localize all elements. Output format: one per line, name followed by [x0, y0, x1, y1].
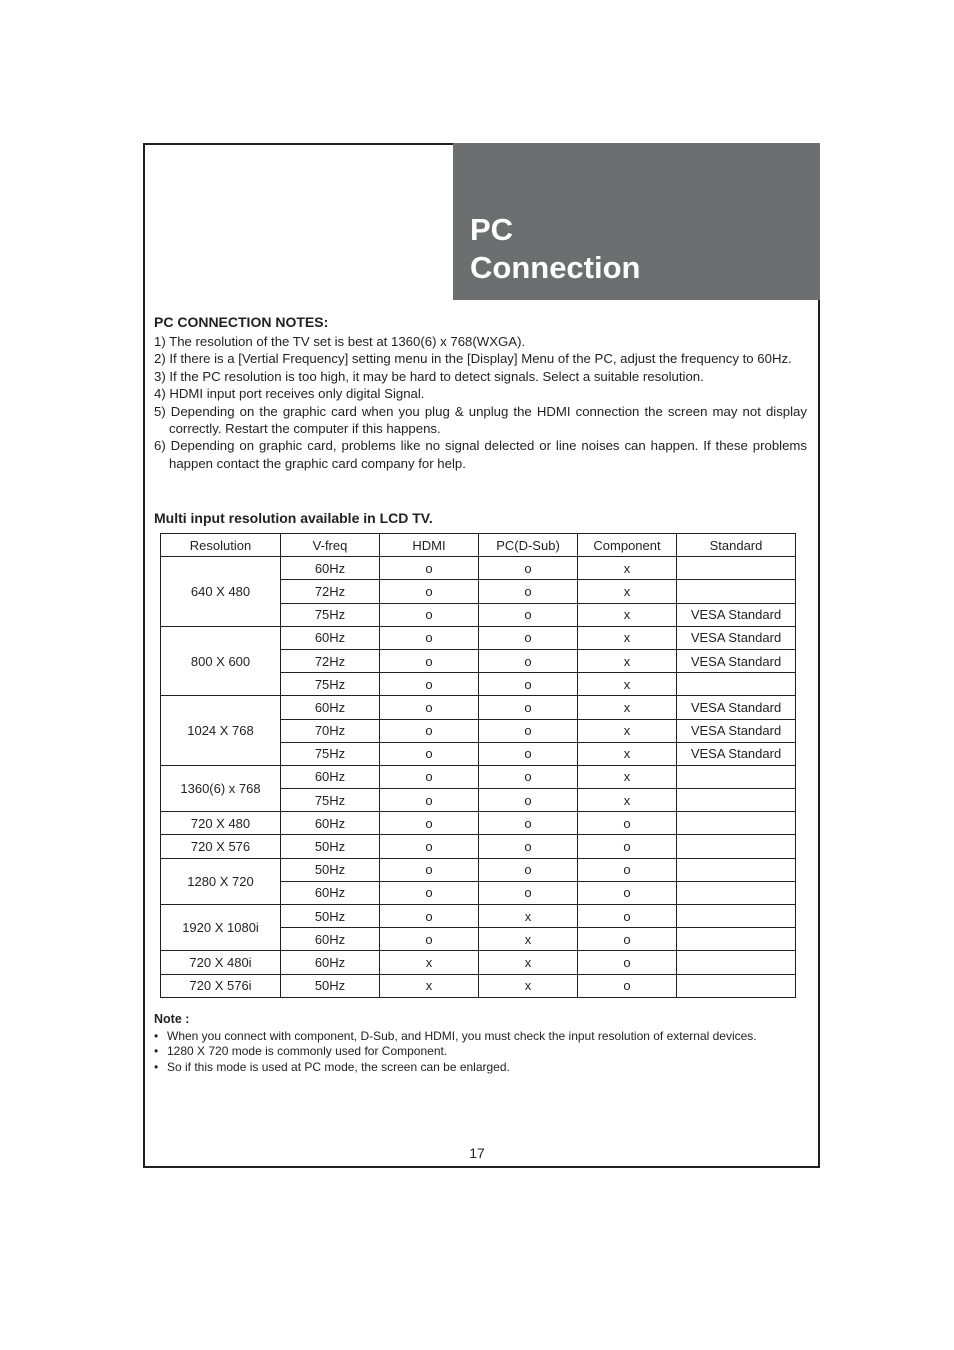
cell-hdmi: o [380, 928, 479, 951]
cell-vfreq: 50Hz [281, 974, 380, 997]
cell-standard: VESA Standard [677, 742, 796, 765]
notes-list [154, 333, 807, 472]
cell-resolution: 720 X 480i [161, 951, 281, 974]
cell-pc-dsub: o [479, 719, 578, 742]
table-row [161, 812, 796, 835]
cell-standard: VESA Standard [677, 696, 796, 719]
header-pc-dsub: PC(D-Sub) [479, 534, 578, 557]
cell-standard [677, 557, 796, 580]
cell-resolution: 1024 X 768 [161, 696, 281, 766]
cell-resolution: 640 X 480 [161, 557, 281, 627]
cell-component: o [578, 858, 677, 881]
note-bullet: • When you connect with component, D-Sub, and HDMI, you must check the input resolution of external devices. [154, 1029, 757, 1045]
cell-standard [677, 673, 796, 696]
note-bullet: • So if this mode is used at PC mode, the screen can be enlarged. [154, 1060, 757, 1076]
cell-hdmi: o [380, 858, 479, 881]
note-bullet: • 1280 X 720 mode is commonly used for Component. [154, 1044, 757, 1060]
cell-standard [677, 835, 796, 858]
cell-vfreq: 75Hz [281, 603, 380, 626]
cell-pc-dsub: o [479, 812, 578, 835]
cell-component: x [578, 557, 677, 580]
note-section [154, 1012, 757, 1075]
note-item: 1) The resolution of the TV set is best at 1360(6) x 768(WXGA). [154, 334, 526, 349]
header-hdmi: HDMI [380, 534, 479, 557]
cell-standard: VESA Standard [677, 649, 796, 672]
cell-vfreq: 50Hz [281, 858, 380, 881]
cell-resolution: 800 X 600 [161, 626, 281, 696]
cell-component: o [578, 835, 677, 858]
table-row [161, 626, 796, 649]
cell-component: o [578, 812, 677, 835]
cell-pc-dsub: o [479, 742, 578, 765]
cell-pc-dsub: o [479, 626, 578, 649]
cell-standard [677, 974, 796, 997]
cell-standard [677, 812, 796, 835]
cell-component: o [578, 928, 677, 951]
cell-pc-dsub: o [479, 789, 578, 812]
cell-component: o [578, 905, 677, 928]
cell-component: o [578, 974, 677, 997]
cell-vfreq: 60Hz [281, 765, 380, 788]
header-vfreq: V-freq [281, 534, 380, 557]
cell-vfreq: 60Hz [281, 696, 380, 719]
cell-vfreq: 70Hz [281, 719, 380, 742]
cell-resolution: 720 X 576i [161, 974, 281, 997]
cell-component: x [578, 696, 677, 719]
note-list [154, 1029, 757, 1076]
cell-hdmi: o [380, 765, 479, 788]
table-row [161, 974, 796, 997]
cell-pc-dsub: o [479, 580, 578, 603]
title-line-1: PC [470, 212, 514, 247]
cell-hdmi: o [380, 742, 479, 765]
cell-component: x [578, 580, 677, 603]
cell-component: x [578, 742, 677, 765]
table-row [161, 858, 796, 881]
cell-component: x [578, 789, 677, 812]
cell-vfreq: 60Hz [281, 928, 380, 951]
cell-pc-dsub: x [479, 974, 578, 997]
note-item: 4) HDMI input port receives only digital Signal. [154, 386, 425, 402]
cell-resolution: 1920 X 1080i [161, 905, 281, 951]
cell-component: x [578, 603, 677, 626]
cell-standard: VESA Standard [677, 626, 796, 649]
cell-hdmi: x [380, 974, 479, 997]
cell-hdmi: o [380, 881, 479, 904]
cell-hdmi: x [380, 951, 479, 974]
cell-vfreq: 60Hz [281, 557, 380, 580]
cell-component: o [578, 951, 677, 974]
cell-resolution: 720 X 576 [161, 835, 281, 858]
cell-component: x [578, 649, 677, 672]
cell-vfreq: 50Hz [281, 905, 380, 928]
cell-resolution: 1360(6) x 768 [161, 765, 281, 811]
notes-heading: PC CONNECTION NOTES: [154, 314, 329, 330]
cell-hdmi: o [380, 626, 479, 649]
cell-standard [677, 928, 796, 951]
pc-connection-notes [154, 313, 807, 472]
cell-component: x [578, 765, 677, 788]
cell-standard [677, 789, 796, 812]
cell-resolution: 1280 X 720 [161, 858, 281, 904]
cell-vfreq: 50Hz [281, 835, 380, 858]
cell-pc-dsub: o [479, 858, 578, 881]
cell-pc-dsub: o [479, 881, 578, 904]
cell-pc-dsub: o [479, 673, 578, 696]
note-item: 2) If there is a [Vertial Frequency] setting menu in the [Display] Menu of the PC, adjust the frequency to 60Hz. [154, 351, 792, 367]
cell-pc-dsub: o [479, 765, 578, 788]
title-banner [453, 143, 820, 300]
cell-vfreq: 72Hz [281, 649, 380, 672]
cell-standard [677, 580, 796, 603]
title-line-2: Connection [470, 250, 641, 285]
cell-pc-dsub: o [479, 696, 578, 719]
page-number: 17 [469, 1145, 485, 1161]
header-resolution: Resolution [161, 534, 281, 557]
cell-pc-dsub: x [479, 951, 578, 974]
cell-vfreq: 60Hz [281, 812, 380, 835]
cell-hdmi: o [380, 603, 479, 626]
table-title: Multi input resolution available in LCD TV. [154, 510, 433, 526]
cell-hdmi: o [380, 789, 479, 812]
note-item: 3) If the PC resolution is too high, it may be hard to detect signals. Select a suitable resolution. [154, 368, 704, 384]
cell-pc-dsub: x [479, 905, 578, 928]
cell-hdmi: o [380, 812, 479, 835]
cell-hdmi: o [380, 557, 479, 580]
cell-pc-dsub: o [479, 603, 578, 626]
cell-standard [677, 765, 796, 788]
header-standard: Standard [677, 534, 796, 557]
resolution-table [160, 533, 796, 998]
note-label: Note : [154, 1012, 190, 1026]
cell-standard [677, 881, 796, 904]
cell-hdmi: o [380, 580, 479, 603]
cell-hdmi: o [380, 719, 479, 742]
cell-pc-dsub: o [479, 649, 578, 672]
cell-resolution: 720 X 480 [161, 812, 281, 835]
table-row [161, 696, 796, 719]
cell-pc-dsub: x [479, 928, 578, 951]
cell-standard [677, 858, 796, 881]
cell-standard: VESA Standard [677, 603, 796, 626]
table-row [161, 557, 796, 580]
cell-hdmi: o [380, 696, 479, 719]
cell-hdmi: o [380, 649, 479, 672]
cell-hdmi: o [380, 835, 479, 858]
note-item: 6) Depending on graphic card, problems like no signal delected or line noises can happen. If these problems happen contact the graphic card company for help. [154, 438, 807, 471]
page-title [470, 211, 641, 287]
cell-vfreq: 60Hz [281, 626, 380, 649]
table-body [161, 557, 796, 998]
cell-component: x [578, 673, 677, 696]
cell-standard [677, 905, 796, 928]
cell-vfreq: 75Hz [281, 673, 380, 696]
cell-vfreq: 75Hz [281, 789, 380, 812]
cell-component: x [578, 626, 677, 649]
table-row [161, 905, 796, 928]
cell-hdmi: o [380, 905, 479, 928]
cell-component: x [578, 719, 677, 742]
table-row [161, 951, 796, 974]
cell-standard [677, 951, 796, 974]
table-row [161, 835, 796, 858]
cell-vfreq: 60Hz [281, 881, 380, 904]
note-item: 5) Depending on the graphic card when you plug & unplug the HDMI connection the screen may not display correctly. Restart the computer if this happens. [154, 403, 807, 437]
cell-pc-dsub: o [479, 557, 578, 580]
table-row [161, 765, 796, 788]
cell-vfreq: 72Hz [281, 580, 380, 603]
cell-pc-dsub: o [479, 835, 578, 858]
header-component: Component [578, 534, 677, 557]
table-header-row [161, 534, 796, 557]
cell-standard: VESA Standard [677, 719, 796, 742]
cell-vfreq: 60Hz [281, 951, 380, 974]
cell-component: o [578, 881, 677, 904]
cell-hdmi: o [380, 673, 479, 696]
cell-vfreq: 75Hz [281, 742, 380, 765]
